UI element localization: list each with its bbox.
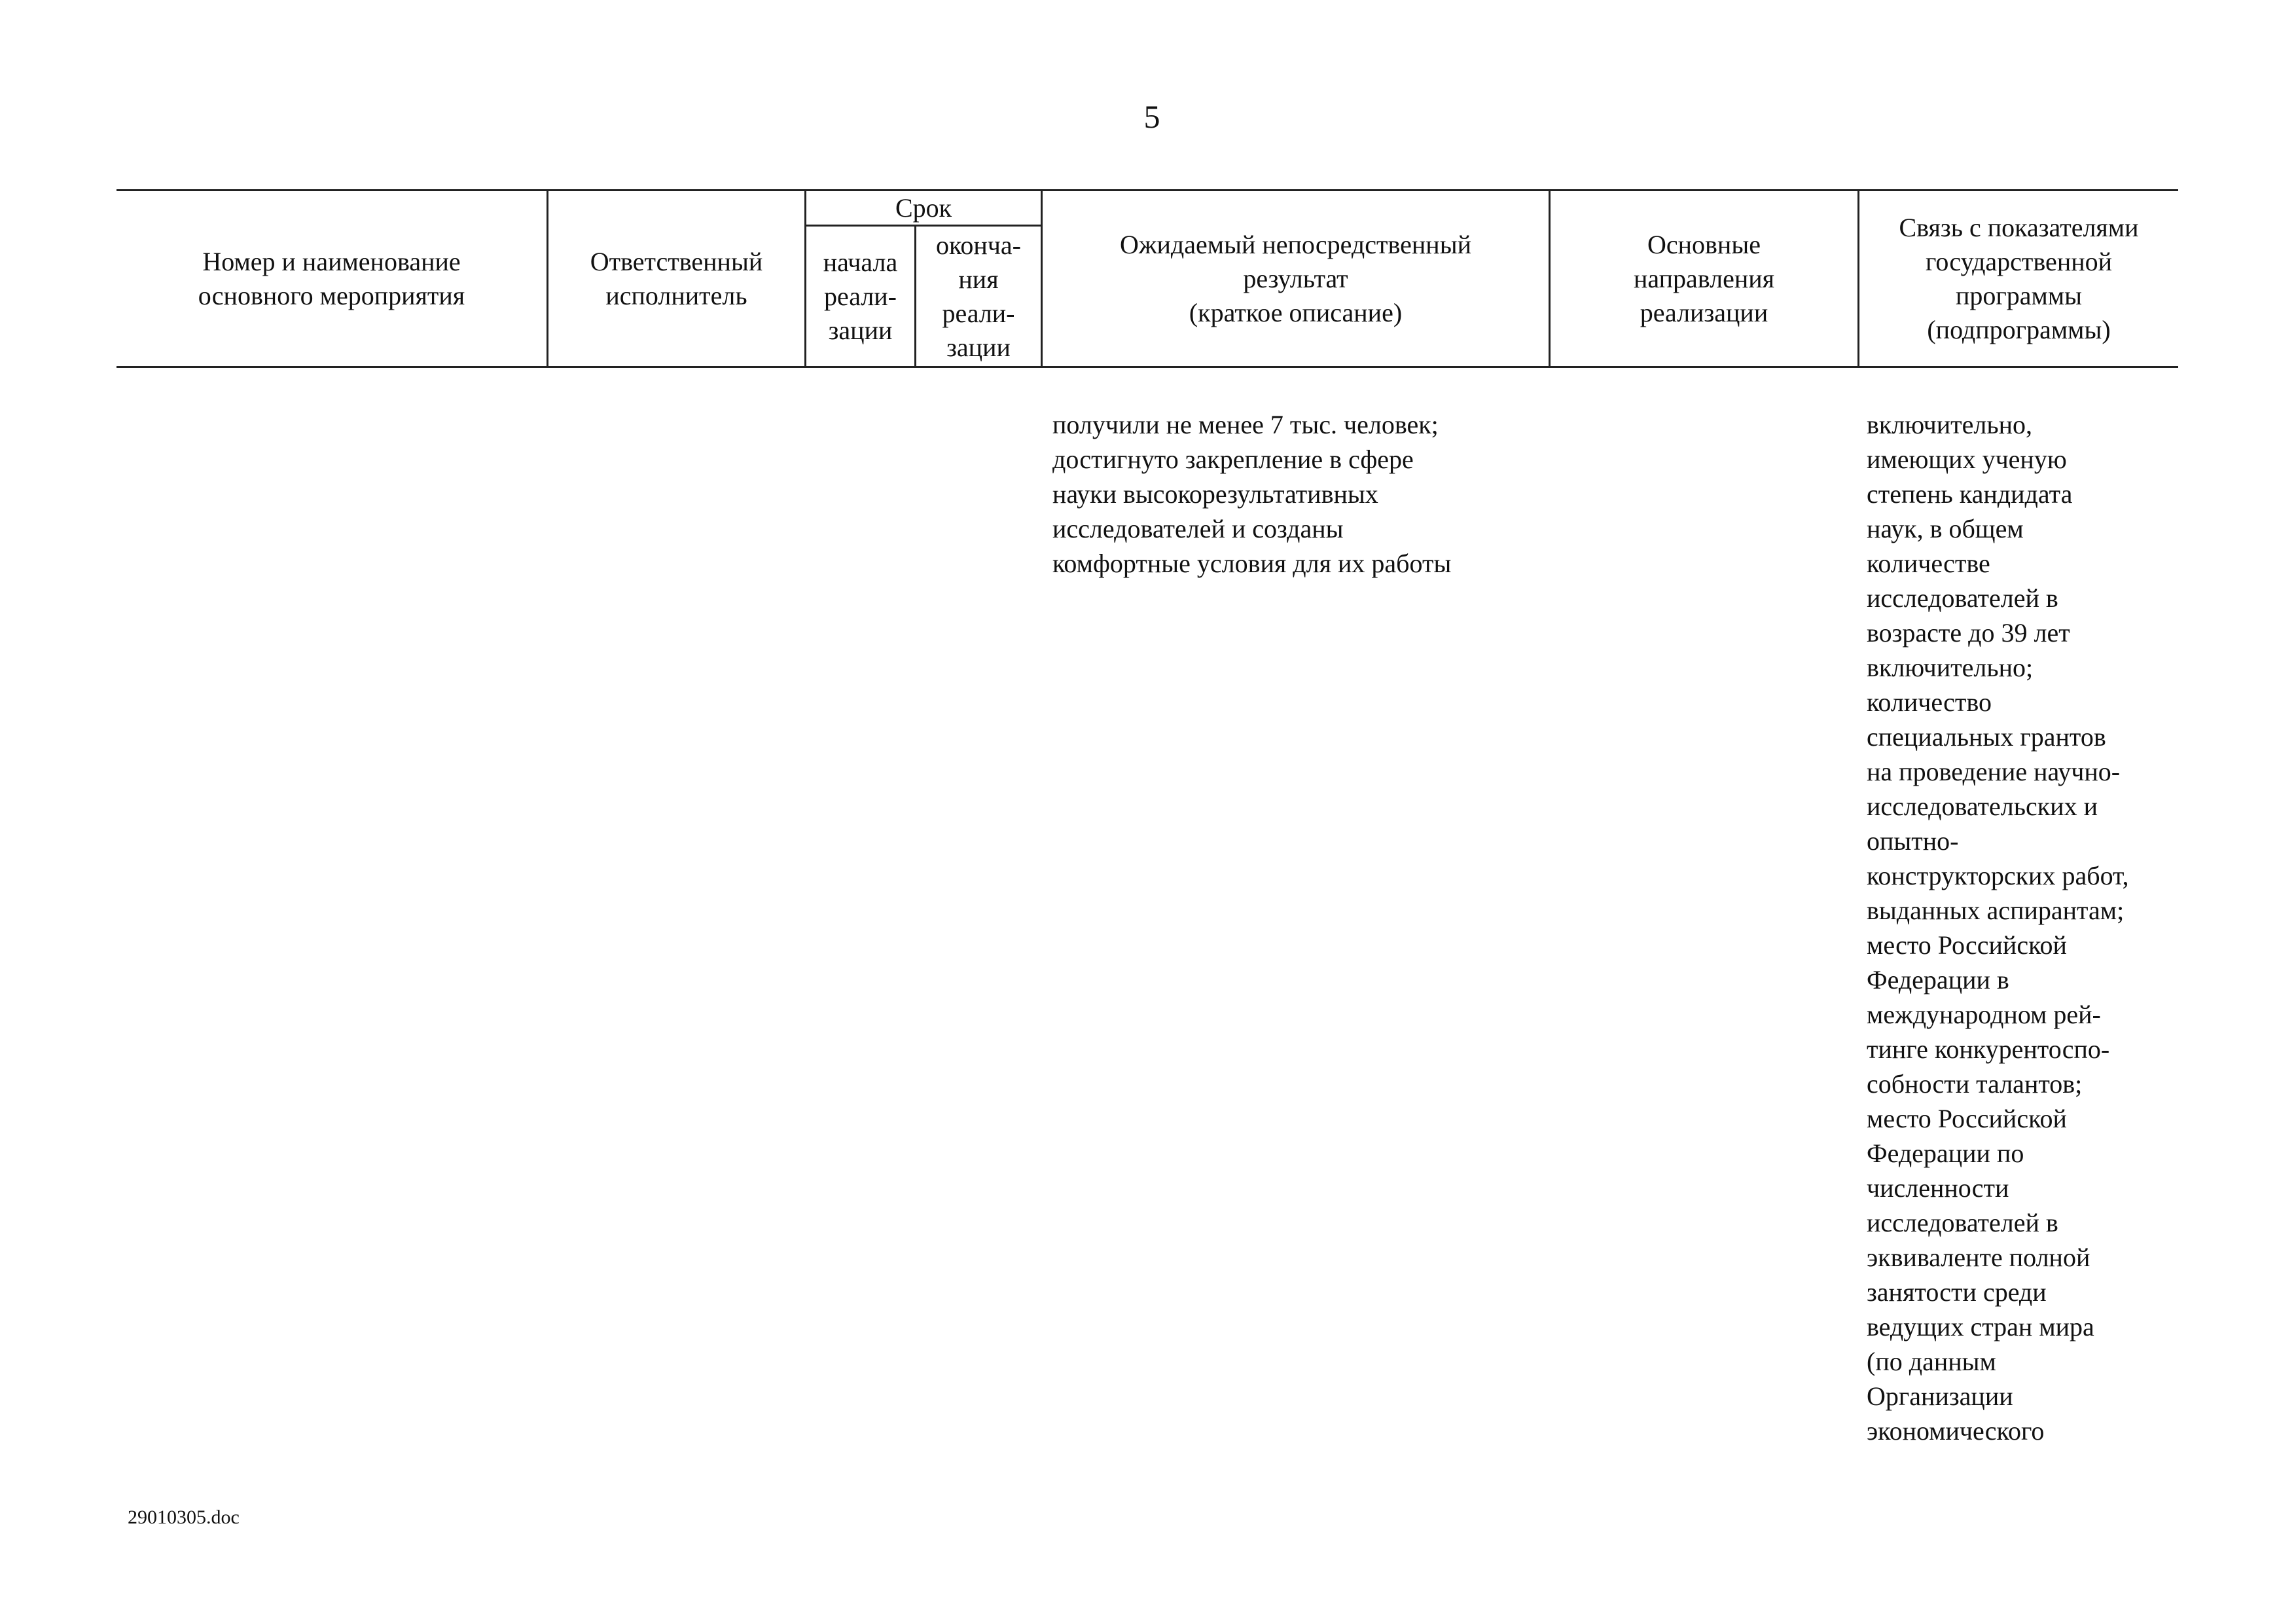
header-expected-result: Ожидаемый непосредственный результат (краткое описание) [1119, 229, 1471, 327]
header-indicators-link: Связь с показателями государственной программы (подпрограммы) [1899, 212, 2139, 344]
cell-expected-result: получили не менее 7 тыс. человек; достигнуто закрепление в сфере науки высокорезультативных исследователей и созданы комфортные условия для их работы [1052, 410, 1452, 578]
header-activity-name: Номер и наименование основного мероприятия [198, 246, 465, 310]
table-header-bottom-rule [117, 366, 2178, 368]
cell-indicators-link: включительно, имеющих ученую степень кандидата наук, в общем количестве исследователей в возрасте до 39 лет включительно; количество специальных грантов на проведение научно- исследовательских и опытно- конструкторских работ, выданных аспирантам; место Российской Федерации в международном рей- тинге конкурентоспо- собности талантов; место Российской Федерации по численности исследователей в эквиваленте полной занятости среди ведущих стран мира (по данным Организации экономического [1867, 410, 2129, 1446]
header-term-group: Срок [895, 192, 952, 223]
header-term-start: начала реали- зации [823, 247, 898, 345]
page-number: 5 [1143, 98, 1160, 135]
header-term-end: оконча- ния реали- зации [936, 230, 1021, 362]
header-implementation-directions: Основные направления реализации [1633, 229, 1775, 327]
header-responsible-executor: Ответственный исполнитель [590, 246, 763, 310]
document-file-name: 29010305.doc [128, 1506, 240, 1528]
